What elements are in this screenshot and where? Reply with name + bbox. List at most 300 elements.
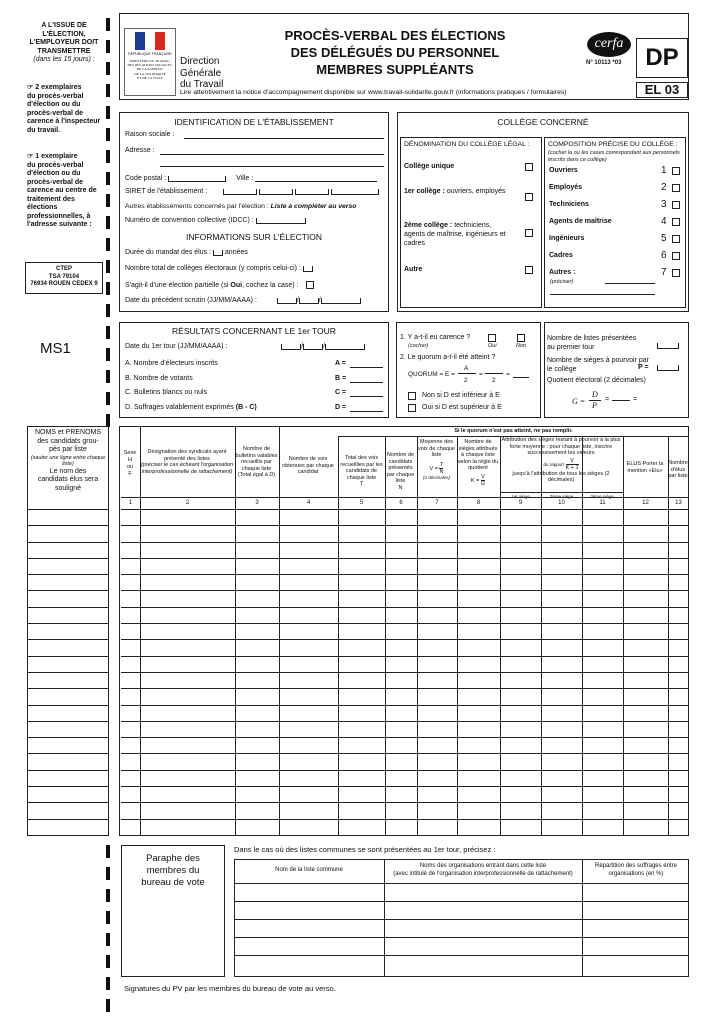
table-col-divider xyxy=(385,436,386,836)
adresse-field[interactable] xyxy=(160,154,384,155)
paraphe-label xyxy=(121,853,225,889)
communes-row[interactable] xyxy=(234,937,689,938)
g-eq2: = xyxy=(605,396,610,403)
sidebar-line: A L'ISSUE DE xyxy=(41,22,87,29)
fold-tick xyxy=(106,150,110,163)
nb-sieges-label: Nombre de sièges à pourvoir par le collège xyxy=(547,357,649,373)
carence-non-checkbox[interactable] xyxy=(517,334,525,342)
idcc-field[interactable] xyxy=(256,218,306,224)
name-row[interactable] xyxy=(27,607,109,608)
b-label: B. Nombre de votants xyxy=(125,375,193,382)
total-t: T xyxy=(359,481,364,487)
table-row[interactable] xyxy=(121,705,689,706)
addr-line: TSA 79104 xyxy=(48,273,80,280)
denom-title: DÉNOMINATION DU COLLÈGE LÉGAL : xyxy=(404,141,530,148)
ms1-label: MS1 xyxy=(40,340,71,357)
quotient-label: Quotient électoral (2 décimales) xyxy=(547,377,646,384)
ministry-line: DE LA FAMILLE, xyxy=(136,67,164,72)
dp-badge: DP xyxy=(636,38,688,78)
table-header-divider xyxy=(121,497,689,498)
communes-row[interactable] xyxy=(234,919,689,920)
title-line: DES DÉLÉGUÉS DU PERSONNEL xyxy=(290,45,500,60)
results-title: RÉSULTATS CONCERNANT LE 1er TOUR xyxy=(172,326,336,336)
fold-tick xyxy=(106,392,110,405)
compo-item-checkbox[interactable] xyxy=(672,252,680,260)
cp-row xyxy=(125,174,377,182)
names-line: NOMS et PRENOMS xyxy=(34,429,102,436)
nb-listes-label: Nombre de listes présentées au premier tour xyxy=(547,335,637,351)
table-col-number: 6 xyxy=(399,500,403,506)
siret-label: SIRET de l'établissement : xyxy=(125,188,208,195)
communes-header-divider xyxy=(234,883,689,884)
compo-item-checkbox[interactable] xyxy=(672,218,680,226)
siege-2-header: 2ème siège xyxy=(549,494,574,499)
two-copies-text: du procès-verbal d'élection ou du procès-verbal de carence à l'inspecteur du travail. xyxy=(27,92,101,134)
name-row[interactable] xyxy=(27,558,109,559)
communes-col-repartition: Répartition des suffrages entre organisations (en %) xyxy=(595,863,677,877)
col-attribution-header xyxy=(500,437,622,484)
name-row[interactable] xyxy=(27,835,109,836)
attr-label: Attribution des sièges restant à pourvoir à la plus forte moyenne : pour chaque liste, inscrire successivement les valeurs xyxy=(501,437,621,456)
compo-item-number: 2 xyxy=(661,182,667,193)
fold-tick xyxy=(106,933,110,946)
communes-col-name: Nom de la liste commune xyxy=(275,867,343,873)
partielle-oui: Oui xyxy=(230,281,243,289)
quorum-eq1: = xyxy=(479,371,483,378)
paraphe-line: membres du xyxy=(146,865,200,876)
quorum-non-label: Non si D est inférieur à E xyxy=(422,392,500,399)
notice-text: Lire attentivement la notice d'accompagnement disponible sur www.travail-solidarite.gouv.fr (informations pratiques / formulaires) xyxy=(180,89,567,96)
names-line: Le nom des xyxy=(49,467,87,475)
table-col-divider xyxy=(541,436,542,836)
quorum-label: QUORUM = E = xyxy=(408,371,455,378)
table-row[interactable] xyxy=(121,835,689,836)
autres-precise-field[interactable] xyxy=(605,283,655,284)
name-row[interactable] xyxy=(27,590,109,591)
quorum-2: 2 xyxy=(464,377,468,384)
duree-field[interactable] xyxy=(213,250,223,256)
fold-tick xyxy=(106,889,110,902)
fold-tick xyxy=(106,260,110,273)
table-col-divider xyxy=(417,436,418,836)
name-row[interactable] xyxy=(27,705,109,706)
table-col-number: 12 xyxy=(642,500,649,506)
compo-item-label: Agents de maîtrise xyxy=(549,218,612,225)
b-field[interactable] xyxy=(350,382,383,383)
compo-item-checkbox[interactable] xyxy=(672,201,680,209)
attr-rapport: du rapport xyxy=(543,461,564,467)
table-col-number: 8 xyxy=(476,500,481,506)
siret-field-1[interactable] xyxy=(223,189,257,195)
name-row[interactable] xyxy=(27,639,109,640)
el-code-badge: EL 03 xyxy=(636,82,688,98)
names-line: candidats élus sera xyxy=(37,476,99,483)
quorum-non-checkbox[interactable] xyxy=(408,392,416,400)
non-label: Non xyxy=(516,343,527,349)
table-row[interactable] xyxy=(121,525,689,526)
table-row[interactable] xyxy=(121,656,689,657)
table-col-divider xyxy=(235,426,236,836)
communes-row[interactable] xyxy=(234,955,689,956)
cp-field[interactable] xyxy=(168,176,226,182)
c-label: C. Bulletins blancs ou nuls xyxy=(125,389,208,396)
col-voix-header: Nombre de voix obtenues par chaque candidat xyxy=(282,456,334,475)
oui-label: Oui xyxy=(488,343,497,349)
col-elus-header: ELUS Porter la mention «Elu» xyxy=(626,461,664,474)
partielle-checkbox[interactable] xyxy=(306,281,314,289)
table-row[interactable] xyxy=(121,542,689,543)
table-row[interactable] xyxy=(121,590,689,591)
table-col-number: 5 xyxy=(359,500,364,506)
names-line: souligné xyxy=(54,484,82,492)
table-col-divider xyxy=(279,426,280,836)
b-eq: B = xyxy=(335,375,347,382)
table-row[interactable] xyxy=(121,639,689,640)
name-row[interactable] xyxy=(27,574,109,575)
ctep-address-box xyxy=(25,262,103,294)
direction-line: Direction xyxy=(180,56,220,67)
attr-label-2: jusqu'à l'attribution de tous les sièges (2 décimales) xyxy=(512,470,610,483)
form-title xyxy=(270,27,520,78)
republique-label: RÉPUBLIQUE FRANÇAISE xyxy=(128,52,172,56)
d-eq: D = xyxy=(335,404,347,411)
compo-item-label: Techniciens xyxy=(549,201,589,208)
table-row[interactable] xyxy=(121,786,689,787)
quorum-question: 2. Le quorum a-t-il été atteint ? xyxy=(400,354,496,361)
precedent-row: Date du précédent scrutin (JJ/MM/AAAA) : / / xyxy=(125,297,361,304)
table-number-row-divider xyxy=(121,509,689,510)
compo-item-number: 3 xyxy=(661,199,667,210)
attribution-sub-divider xyxy=(500,492,623,493)
moy-dec: (2 décimales) xyxy=(422,474,450,480)
marianne-logo xyxy=(124,28,176,96)
table-col-number: 13 xyxy=(675,500,682,506)
table-row[interactable] xyxy=(121,737,689,738)
precedent-month[interactable] xyxy=(299,298,319,304)
name-row[interactable] xyxy=(27,786,109,787)
partielle-label: S'agit-il d'une élection partielle (si xyxy=(125,281,229,289)
c1-text: ouvriers, employés xyxy=(446,188,506,195)
autres-label: Autres établissements concernés par l'élection : xyxy=(125,203,269,210)
carence-oui-checkbox[interactable] xyxy=(488,334,496,342)
listes-communes-label: Dans le cas où des listes communes se sont présentées au 1er tour, précisez : xyxy=(234,845,496,854)
d-label: D. Suffrages valablement exprimés xyxy=(125,404,234,411)
quorum-fraction-bar xyxy=(458,373,476,374)
col-sexe-header xyxy=(121,449,139,478)
table-row[interactable] xyxy=(121,802,689,803)
precedent-label: Date du précédent scrutin (JJ/MM/AAAA) : xyxy=(125,297,257,304)
idcc-label: Numéro de convention collective (IDCC) : xyxy=(125,217,254,224)
d-formula: (B - C) xyxy=(235,404,257,411)
fold-tick xyxy=(106,348,110,361)
hf-label: H ou F xyxy=(126,457,134,477)
table-col-divider xyxy=(338,436,339,836)
siret-field-4[interactable] xyxy=(331,189,379,195)
g-p: P xyxy=(592,401,597,410)
direction-label xyxy=(180,56,223,91)
name-row[interactable] xyxy=(27,525,109,526)
name-row[interactable] xyxy=(27,656,109,657)
moy-t: T xyxy=(439,461,444,468)
fold-tick xyxy=(106,62,110,75)
g-eq3: = xyxy=(633,396,638,403)
table-col-number: 3 xyxy=(255,500,259,506)
compo-title: COMPOSITION PRÉCISE DU COLLÈGE : xyxy=(548,141,678,148)
duree-label: Durée du mandat des élus : xyxy=(125,249,211,256)
g-eq: G = xyxy=(572,397,586,406)
annees-label: années xyxy=(224,249,248,256)
college-unique-checkbox[interactable] xyxy=(525,163,533,171)
college-1-label xyxy=(404,187,512,196)
siret-field-2[interactable] xyxy=(259,189,293,195)
nb-colleges-field[interactable] xyxy=(303,266,313,272)
autres-verso-label: Liste à compléter au verso xyxy=(270,203,357,210)
c2-text: techniciens, agents de maîtrise, ingénieurs et cadres xyxy=(404,222,506,247)
paraphe-line: Paraphe des xyxy=(146,853,200,864)
addr-line: 76934 ROUEN CEDEX 9 xyxy=(30,281,98,287)
quorum-oui-checkbox[interactable] xyxy=(408,404,416,412)
quorum-eq2: = xyxy=(506,371,510,378)
col-designation-header xyxy=(140,449,234,475)
fold-tick xyxy=(106,18,110,31)
fold-tick xyxy=(106,238,110,251)
fold-tick xyxy=(106,845,110,858)
name-row[interactable] xyxy=(27,623,109,624)
direction-line: du Travail xyxy=(180,79,224,90)
c2-bold: 2ème collège : xyxy=(404,222,453,229)
sidebar-two-copies xyxy=(27,84,107,135)
table-row[interactable] xyxy=(121,672,689,673)
siege-1-header: 1er siège xyxy=(511,494,530,499)
moy-v: V = xyxy=(429,465,438,472)
compo-item-checkbox[interactable] xyxy=(672,184,680,192)
college-autre-checkbox[interactable] xyxy=(525,266,533,274)
autres-precise-field-2[interactable] xyxy=(550,294,655,295)
table-row[interactable] xyxy=(121,770,689,771)
table-col-number: 1 xyxy=(128,500,133,506)
fold-tick xyxy=(106,955,110,968)
quorum-fraction-bar-2 xyxy=(485,373,503,374)
name-row[interactable] xyxy=(27,802,109,803)
a-eq: A = xyxy=(335,360,346,367)
adresse-field-2[interactable] xyxy=(160,166,384,167)
col-sieges-header xyxy=(457,439,499,487)
flag-icon xyxy=(135,32,165,50)
cerfa-logo: cerfa xyxy=(587,32,631,57)
col2-line: (avec intitulé de l'organisation interprofessionnelle de rattachement) xyxy=(393,870,573,877)
signatures-note: Signatures du PV par les membres du bureau de vote au verso. xyxy=(124,984,336,993)
c-eq: C = xyxy=(335,389,347,396)
table-row[interactable] xyxy=(121,688,689,689)
partielle-end: , cochez la case) : xyxy=(242,281,299,289)
cocher-label: (cocher) xyxy=(408,343,429,349)
compo-item-checkbox[interactable] xyxy=(672,167,680,175)
date-1er-tour-label: Date du 1er tour (JJ/MM/AAAA) : xyxy=(125,343,228,350)
sidebar-transmit-note xyxy=(25,22,103,65)
siret-row xyxy=(125,188,379,195)
nb-colleges-label: Nombre total de collèges électoraux (y compris celui-ci) : xyxy=(125,265,301,272)
table-row[interactable] xyxy=(121,607,689,608)
precedent-day[interactable] xyxy=(277,298,297,304)
compo-item-label: Ingénieurs xyxy=(549,235,585,242)
ministry-line: ET DE LA VILLE xyxy=(136,75,164,80)
ministry-line: DES RELATIONS SOCIALES, xyxy=(127,63,173,68)
quorum-result-field[interactable] xyxy=(513,377,529,378)
communes-row[interactable] xyxy=(234,901,689,902)
ville-field[interactable] xyxy=(255,174,377,182)
fold-tick xyxy=(106,304,110,317)
table-col-divider xyxy=(623,436,624,836)
sieges-k: K = xyxy=(470,477,480,484)
table-col-divider xyxy=(500,436,501,836)
autres-etab-row xyxy=(125,203,356,210)
name-row xyxy=(27,509,109,510)
quorum-oui-label: Oui si D est supérieur à E xyxy=(422,404,502,411)
compo-item-checkbox[interactable] xyxy=(672,235,680,243)
compo-item-label: Cadres xyxy=(549,252,573,259)
fold-tick xyxy=(106,282,110,295)
name-row[interactable] xyxy=(27,737,109,738)
direction-line: Générale xyxy=(180,67,222,79)
nbcand-label: Nombre de candidats présentés par chaque liste xyxy=(386,452,415,484)
college-autre-label: Autre xyxy=(404,266,423,273)
cerfa-number: N° 10113 *03 xyxy=(586,60,622,66)
compo-item-checkbox[interactable] xyxy=(672,269,680,277)
table-col-number: 10 xyxy=(558,500,565,506)
table-col-number: 4 xyxy=(306,500,311,506)
names-note: (sauter une ligne entre chaque liste) xyxy=(30,454,106,467)
nbcand-n: N xyxy=(398,484,403,491)
attr-k: K + 1 xyxy=(565,464,579,471)
table-col-number: 7 xyxy=(435,500,439,506)
table-col-number: 11 xyxy=(599,500,606,506)
communes-col-divider xyxy=(582,859,583,977)
desig-note: (préciser le cas échéant l'organisation interprofessionnelle de rattachement) xyxy=(140,462,234,475)
title-line: PROCÈS-VERBAL DES ÉLECTIONS xyxy=(284,28,506,43)
sidebar-line: (dans les 15 jours) : xyxy=(33,56,95,63)
compo-item-number: 1 xyxy=(661,165,667,176)
raison-field[interactable] xyxy=(184,138,384,139)
date-year[interactable] xyxy=(325,344,365,350)
d-field[interactable] xyxy=(350,411,383,412)
sieges-v: V xyxy=(481,473,485,480)
names-line: des candidats grou- xyxy=(37,437,99,445)
name-row[interactable] xyxy=(27,542,109,543)
college-unique-label: Collège unique xyxy=(404,163,455,170)
table-row[interactable] xyxy=(121,819,689,820)
college-2-checkbox[interactable] xyxy=(525,229,533,237)
two-copies-label: 2 exemplaires xyxy=(35,84,82,91)
ministry-line: MINISTÈRE DU TRAVAIL, xyxy=(129,59,171,63)
col-nbelus-header: Nombre d'élus par liste xyxy=(668,460,688,479)
addr-line: CTEP xyxy=(55,266,72,272)
compo-item-label: Ouvriers xyxy=(549,167,578,174)
name-row[interactable] xyxy=(27,721,109,722)
carence-question: 1. Y a-t-il eu carence ? xyxy=(400,334,471,341)
col-total-header xyxy=(339,455,384,488)
one-copy-label: 1 exemplaire xyxy=(35,153,78,160)
date-1er-tour-row: Date du 1er tour (JJ/MM/AAAA) : / / xyxy=(125,343,365,350)
table-col-divider xyxy=(457,436,458,836)
table-row[interactable] xyxy=(121,623,689,624)
fold-tick xyxy=(106,194,110,207)
date-month[interactable] xyxy=(303,344,323,350)
nb-colleges-row xyxy=(125,265,313,272)
name-row[interactable] xyxy=(27,672,109,673)
a-field[interactable] xyxy=(350,367,383,368)
name-row[interactable] xyxy=(27,770,109,771)
fold-tick xyxy=(106,977,110,990)
college-title: COLLÈGE CONCERNÉ xyxy=(497,117,589,127)
info-election-title: INFORMATIONS SUR L'ÉLECTION xyxy=(185,232,323,242)
nb-listes-field[interactable] xyxy=(657,343,679,349)
names-header xyxy=(29,429,107,493)
table-col-number: 2 xyxy=(185,500,190,506)
name-row[interactable] xyxy=(27,819,109,820)
col-nbcand-header xyxy=(385,452,416,491)
p-eq: P = xyxy=(638,364,649,371)
table-row[interactable] xyxy=(121,574,689,575)
sexe-label: Sexe xyxy=(123,450,137,456)
c-field[interactable] xyxy=(350,396,383,397)
etab-title: IDENTIFICATION DE L'ÉTABLISSEMENT xyxy=(174,117,334,127)
idcc-row xyxy=(125,217,306,224)
name-row[interactable] xyxy=(27,753,109,754)
table-row[interactable] xyxy=(121,721,689,722)
g-result-bar xyxy=(612,400,630,401)
hand-pointer-icon: ☞ xyxy=(27,84,36,91)
communes-col-orgs xyxy=(384,863,582,878)
sieges-label: Nombre de sièges attribués à chaque liste selon la règle du quotient xyxy=(457,439,499,471)
precedent-year[interactable] xyxy=(321,298,361,304)
nb-sieges-field[interactable] xyxy=(657,365,679,371)
moy-n: N xyxy=(439,468,444,475)
sidebar-line: TRANSMETTRE xyxy=(37,47,91,55)
attr-v: V xyxy=(566,458,579,465)
fold-tick xyxy=(106,414,110,427)
title-line: MEMBRES SUPPLÉANTS xyxy=(316,62,474,77)
col2-line: Noms des organisations entrant dans cette liste xyxy=(419,863,547,869)
compo-note: (cocher la ou les cases correspondant aux personnels inscrits dans ce collège) xyxy=(548,150,680,163)
compo-item-label: Autres : xyxy=(549,269,576,276)
ministry-line: DE LA SOLIDARITÉ xyxy=(134,71,166,76)
paraphe-line: bureau de vote xyxy=(141,877,205,888)
compo-item-label: Employés xyxy=(549,184,583,191)
date-day[interactable] xyxy=(281,344,301,350)
cp-label: Code postal : xyxy=(125,175,167,182)
name-row[interactable] xyxy=(27,688,109,689)
preciser-label: (préciser) xyxy=(550,279,574,285)
table-col-number: 9 xyxy=(518,500,523,506)
ville-label: Ville : xyxy=(236,175,254,182)
compo-item-number: 5 xyxy=(661,233,667,244)
sidebar-line: L'EMPLOYEUR DOIT xyxy=(29,39,99,46)
table-row[interactable] xyxy=(121,753,689,754)
a-label: A. Nombre d'électeurs inscrits xyxy=(125,360,218,367)
partielle-row xyxy=(125,281,314,289)
siege-3-header: 3ème siège xyxy=(590,494,614,499)
names-line: pés par liste xyxy=(49,446,87,453)
sidebar-line: L'ÉLECTION, xyxy=(42,30,86,38)
table-col-divider xyxy=(140,426,141,836)
col-bulletins-header: Nombre de bulletins valables recueillis par chaque liste (Total égal à D) xyxy=(235,446,278,478)
duree-row xyxy=(125,249,248,256)
siret-field-3[interactable] xyxy=(295,189,329,195)
college-1-checkbox[interactable] xyxy=(525,193,533,201)
c1-bold: 1er collège : xyxy=(404,188,445,195)
table-row[interactable] xyxy=(121,558,689,559)
table-col-divider xyxy=(582,436,583,836)
